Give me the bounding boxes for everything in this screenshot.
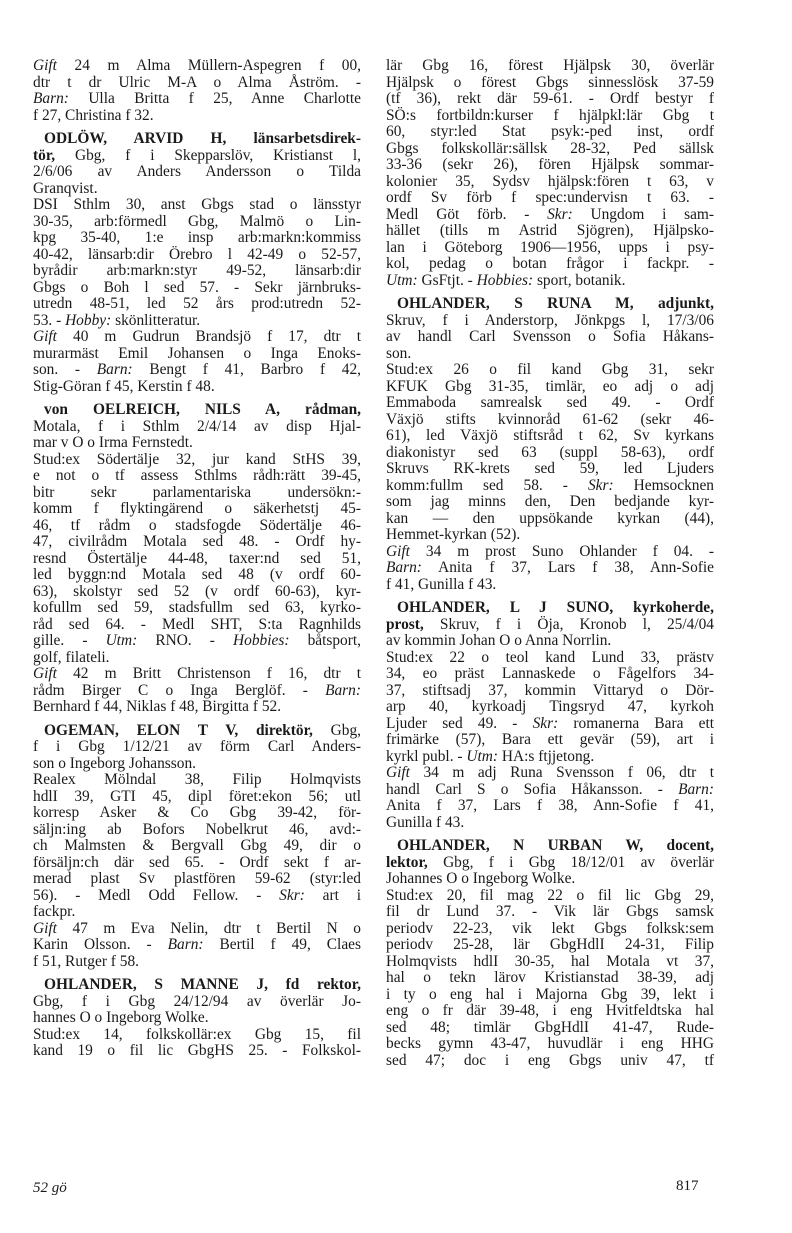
- text-line: i ty o eng hal i Majorna Gbg 39, lekt i: [386, 985, 714, 1003]
- text-line: säljn:ing ab Bofors Nobelkrut 46, avd:-: [33, 820, 361, 838]
- text-line: kol, pedag o botan frågor i fackpr. -: [386, 255, 714, 272]
- entry-ohlander-suno: [386, 600, 714, 831]
- text-line: kyrkl publ. - Utm: HA:s ftjjetong.: [386, 747, 595, 765]
- text-line: murarmäst Emil Johansen o Inga Enoks-: [33, 344, 361, 362]
- text-line: sed 48; timlär GbgHdlI 41-47, Rude-: [386, 1018, 714, 1036]
- text-line: som jag minns den, Den bedjande kyr-: [386, 493, 714, 510]
- text-line: Gift 47 m Eva Nelin, dtr t Bertil N o: [33, 919, 361, 937]
- text-line: hal o tekn lärov Kristianstad 38-39, adj: [386, 969, 714, 986]
- text-line: OHLANDER, S RUNA M, adjunkt,: [397, 295, 714, 312]
- text-line: Hemmet-kyrkan (52).: [386, 526, 521, 543]
- text-line: DSI Sthlm 30, anst Gbgs stad o länsstyr: [33, 196, 361, 213]
- text-line: Stud:ex 14, folkskollär:ex Gbg 15, fil: [33, 1025, 361, 1043]
- text-line: son.: [386, 344, 412, 362]
- text-line: ordf Sv förb f spec:undervisn t 63. -: [386, 189, 714, 206]
- text-line: lär Gbg 16, förest Hjälpsk 30, överlär: [386, 57, 714, 74]
- text-line: Bernhard f 44, Niklas f 48, Birgitta f 52.: [33, 698, 282, 715]
- text-line: Ljuder sed 49. - Skr: romanerna Bara ett: [386, 714, 715, 732]
- text-line: handl Carl S o Sofia Håkansson. - Barn:: [386, 780, 714, 798]
- text-line: kand 19 o fil lic GbgHS 25. - Folkskol-: [33, 1042, 361, 1059]
- text-line: Gunilla f 43.: [386, 813, 465, 831]
- text-line: Johannes O o Ingeborg Wolke.: [386, 870, 576, 887]
- text-line: Hjälpsk o förest Gbgs sinnesslösk 37-59: [386, 73, 714, 91]
- text-line: 37, stiftsadj 37, kommin Vittaryd o Dör-: [386, 681, 714, 699]
- text-line: kofullm sed 59, stadsfullm sed 63, kyrko-: [33, 599, 361, 616]
- text-line: mar v O o Irma Fernstedt.: [33, 434, 193, 451]
- right-column: [386, 58, 714, 1076]
- text-line: e not o tf assess Sthlms rådh:rätt 39-45,: [33, 467, 361, 484]
- text-line: becks gymn 43-47, huvudlär i eng HHG: [386, 1035, 714, 1052]
- entry-ohlander-runa: [386, 296, 714, 593]
- entry-ogeman: [33, 723, 361, 971]
- text-line: 63), skolstyr sed 52 (v ordf 60-63), kyr-: [33, 582, 361, 600]
- text-line: Växjö stifts kvinnoråd 61-62 (sekr 46-: [386, 410, 714, 428]
- text-line: 30-35, arb:förmedl Gbg, Malmö o Lin-: [33, 212, 361, 230]
- text-line: periodv 22-23, vik lekt Gbgs folksk:sem: [386, 919, 714, 937]
- text-line: OHLANDER, S MANNE J, fd rektor,: [44, 976, 361, 993]
- text-line: Emmaboda samrealsk sed 49. - Ordf: [386, 394, 714, 411]
- text-line: SÖ:s fortbildn:kurser f hjälpkl:lär Gbg t: [386, 106, 714, 124]
- text-line: Karin Olsson. - Barn: Bertil f 49, Claes: [33, 936, 361, 953]
- entry-ohlander-manne: [33, 977, 361, 1060]
- text-line: f 51, Rutger f 58.: [33, 952, 140, 970]
- text-line: f i Gbg 1/12/21 av förm Carl Anders-: [33, 738, 361, 755]
- text-line: komm f flyktingärend o säkerhetstj 45-: [33, 500, 361, 517]
- text-line: 46, tf rådm o stadsfogde Södertälje 46-: [33, 516, 361, 534]
- text-line: hannes O o Ingeborg Wolke.: [33, 1009, 209, 1026]
- text-line: Anita f 37, Lars f 38, Ann-Sofie f 41,: [386, 797, 714, 814]
- text-line: 47, civilrådm Motala sed 48. - Ordf hy-: [33, 533, 361, 550]
- text-line: 61), led Växjö stiftsråd t 62, Sv kyrkans: [386, 427, 714, 444]
- text-line: Gift 34 m adj Runa Svensson f 06, dtr t: [386, 764, 714, 781]
- text-line: hdlI 39, GTI 45, dipl föret:ekon 56; utl: [33, 787, 361, 805]
- text-line: lektor, Gbg, f i Gbg 18/12/01 av överlär: [386, 853, 714, 871]
- entry-ohlander-urban: [386, 838, 714, 1069]
- text-line: Gift 24 m Alma Müllern-Aspegren f 00,: [33, 57, 361, 74]
- text-line: arp 40, kyrkoadj Tingsryd 47, kyrkoh: [386, 698, 714, 715]
- entry-manne-cont: [386, 58, 714, 289]
- text-line: lan i Göteborg 1906—1956, upps i psy-: [386, 238, 714, 256]
- text-line: kan — den uppsökande kyrkan (44),: [386, 509, 714, 527]
- text-line: OHLANDER, N URBAN W, docent,: [397, 837, 714, 854]
- text-line: 60, styr:led Stat psyk:-ped inst, ordf: [386, 123, 714, 140]
- text-line: Stud:ex 22 o teol kand Lund 33, prästv: [386, 648, 714, 666]
- entry-odlow: [33, 131, 361, 395]
- text-line: golf, filateli.: [33, 648, 110, 666]
- text-line: merad plast Sv plastfören 59-62 (styr:led: [33, 870, 361, 887]
- text-line: av handl Carl Svensson o Sofia Håkans-: [386, 328, 714, 345]
- text-line: Stud:ex Södertälje 32, jur kand StHS 39,: [33, 450, 361, 468]
- text-line: 2/6/06 av Anders Andersson o Tilda: [33, 163, 361, 180]
- text-line: råd sed 64. - Medl SHT, S:ta Ragnhilds: [33, 615, 361, 633]
- text-line: Stud:ex 26 o fil kand Gbg 31, sekr: [386, 361, 714, 378]
- text-line: eng o fr där 39-48, i eng Hvitfeldtska hal: [386, 1002, 714, 1019]
- text-line: Gbgs folkskollär:sällsk 28-32, Ped sällsk: [386, 139, 714, 157]
- text-line: Gbg, f i Gbg 24/12/94 av överlär Jo-: [33, 992, 361, 1010]
- text-line: bitr sekr parlamentariska undersökn:-: [33, 483, 361, 501]
- text-line: hället (tills m Astrid Sjögren), Hjälpsko-: [386, 222, 714, 239]
- text-line: fil dr Lund 37. - Vik lär Gbgs samsk: [386, 903, 714, 920]
- text-line: 40-42, länsarb:dir Örebro l 42-49 o 52-57,: [33, 245, 361, 263]
- text-line: OGEMAN, ELON T V, direktör, Gbg,: [44, 721, 362, 739]
- text-line: 34, eo präst Lannaskede o Fågelfors 34-: [386, 665, 714, 682]
- text-line: rådm Birger C o Inga Berglöf. - Barn:: [33, 681, 361, 699]
- text-line: utredn 48-51, led 52 års prod:utredn 52-: [33, 295, 361, 312]
- text-line: periodv 25-28, lär GbgHdlI 24-31, Filip: [386, 936, 714, 953]
- text-line: led byggn:nd Motala sed 48 (v ordf 60-: [33, 566, 361, 583]
- text-line: Stud:ex 20, fil mag 22 o fil lic Gbg 29,: [386, 886, 714, 904]
- entry-oelreich: [33, 402, 361, 716]
- text-line: prost, Skruv, f i Öja, Kronob l, 25/4/04: [386, 615, 714, 633]
- text-line: Gift 34 m prost Suno Ohlander f 04. -: [386, 542, 714, 560]
- text-line: son o Ingeborg Johansson.: [33, 754, 197, 772]
- text-line: sed 47; doc i eng Gbgs univ 47, tf: [386, 1051, 714, 1069]
- text-line: (tf 36), rekt där 59-61. - Ordf bestyr f: [386, 90, 714, 107]
- text-line: Granqvist.: [33, 179, 98, 197]
- text-line: OHLANDER, L J SUNO, kyrkoherde,: [397, 599, 714, 616]
- text-line: frimärke (57), Bara ett gevär (59), art i: [386, 731, 714, 748]
- text-line: Motala, f i Sthlm 2/4/14 av disp Hjal-: [33, 417, 361, 435]
- text-line: kolonier 35, Sydsv hjälpsk:fören t 63, v: [386, 172, 714, 190]
- text-line: Medl Göt förb. - Skr: Ungdom i sam-: [386, 205, 715, 223]
- page-number: 817: [676, 1178, 699, 1194]
- text-line: tör, Gbg, f i Skepparslöv, Kristianst l,: [33, 146, 361, 164]
- text-line: von OELREICH, NILS A, rådman,: [44, 401, 361, 418]
- text-line: dtr t dr Ulric M-A o Alma Åström. -: [33, 73, 361, 91]
- entry-gift-cont: [33, 58, 361, 124]
- text-line: f 27, Christina f 32.: [33, 106, 154, 124]
- text-line: av kommin Johan O o Anna Norrlin.: [386, 632, 612, 649]
- text-line: korresp Asker & Co Gbg 39-42, för-: [33, 804, 361, 821]
- text-line: Barn: Anita f 37, Lars f 38, Ann-Sofie: [386, 559, 714, 576]
- text-line: Realex Mölndal 38, Filip Holmqvists: [33, 771, 361, 788]
- text-line: ODLÖW, ARVID H, länsarbetsdirek-: [44, 130, 361, 147]
- text-line: fackpr.: [33, 903, 76, 920]
- text-line: Gbgs o Boh l sed 57. - Sekr järnbruks-: [33, 278, 361, 296]
- text-line: son. - Barn: Bengt f 41, Barbro f 42,: [33, 361, 361, 378]
- text-line: kpg 35-40, 1:e insp arb:markn:kommiss: [33, 229, 361, 246]
- text-line: gille. - Utm: RNO. - Hobbies: båtsport,: [33, 632, 361, 649]
- left-column: [33, 58, 361, 1067]
- text-line: KFUK Gbg 31-35, timlär, eo adj o adj: [386, 377, 714, 395]
- page-signature: 52 gö: [33, 1180, 67, 1196]
- text-line: komm:fullm sed 58. - Skr: Hemsocknen: [386, 476, 714, 494]
- text-line: försäljn:ch där sed 65. - Ordf sekt f ar-: [33, 853, 361, 871]
- text-line: Skruv, f i Anderstorp, Jönkpgs l, 17/3/06: [386, 311, 714, 329]
- text-line: Holmqvists hdlI 30-35, hal Motala vt 37,: [386, 952, 714, 970]
- text-line: Barn: Ulla Britta f 25, Anne Charlotte: [33, 90, 361, 107]
- text-line: 56). - Medl Odd Fellow. - Skr: art i: [33, 886, 361, 904]
- text-line: 33-36 (sekr 26), fören Hjälpsk sommar-: [386, 156, 714, 173]
- text-line: Gift 42 m Britt Christenson f 16, dtr t: [33, 665, 361, 682]
- text-line: byrådir arb:markn:styr 49-52, länsarb:dir: [33, 262, 361, 279]
- text-line: diakonistyr sed 63 (suppl 58-63), ordf: [386, 443, 714, 461]
- text-line: resnd Östertälje 44-48, taxer:nd sed 51,: [33, 549, 361, 567]
- text-line: ch Malmsten & Bergvall Gbg 49, dir o: [33, 837, 361, 854]
- text-line: Stig-Göran f 45, Kerstin f 48.: [33, 377, 215, 395]
- text-line: Skruvs RK-krets sed 59, led Ljuders: [386, 460, 714, 477]
- text-line: 53. - Hobby: skönlitteratur.: [33, 311, 201, 329]
- text-line: Utm: GsFtjt. - Hobbies: sport, botanik.: [386, 271, 626, 289]
- text-line: Gift 40 m Gudrun Brandsjö f 17, dtr t: [33, 328, 361, 345]
- text-line: f 41, Gunilla f 43.: [386, 575, 497, 593]
